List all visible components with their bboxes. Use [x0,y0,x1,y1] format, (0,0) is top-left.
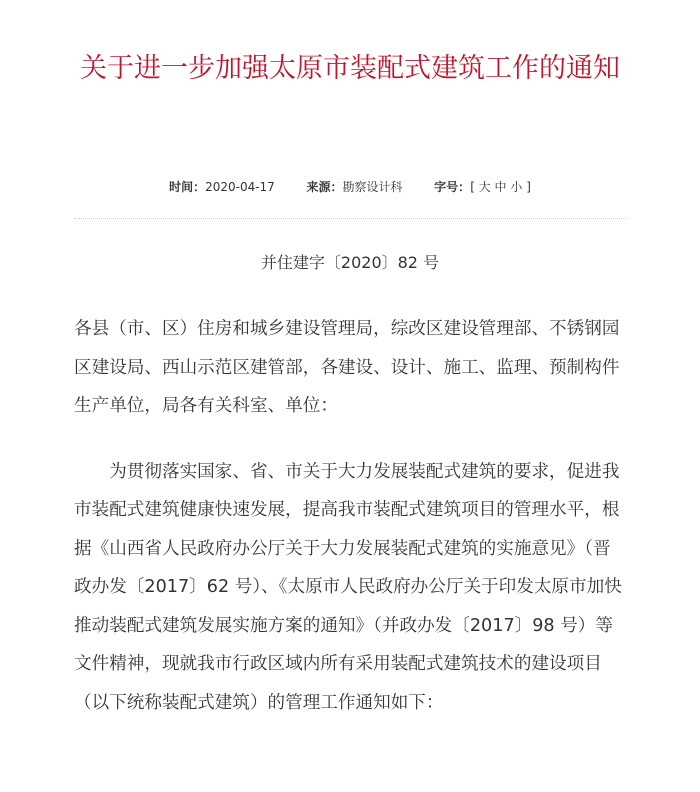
addressee-paragraph: 各县（市、区）住房和城乡建设管理局，综改区建设管理部、不锈钢园区建设局、西山示范区建管部，各建设、设计、施工、监理、预制构件生产单位，局各有关科室、单位： [74,319,620,416]
body-paragraph: 为贯彻落实国家、省、市关于大力发展装配式建筑的要求，促进我市装配式建筑健康快速发展，提高我市装配式建筑项目的管理水平，根据《山西省人民政府办公厅关于大力发展装配式建筑的实施意见》（晋政办发〔2017〕62 号）、《太原市人民政府办公厅关于印发太原市加快推动装配式建筑发展实施方案的通知》（并政办发〔2017〕98 号）等文件精神，现就我市行政区域内所有采用装配式建筑技术的建设项目（以下统称装配式建筑）的管理工作通知如下： [74,461,622,713]
font-size-large-link[interactable]: 大 [478,180,491,194]
article-title: 关于进一步加强太原市装配式建筑工作的通知 [80,53,620,84]
article-body [74,310,626,722]
font-size-selector [470,180,531,194]
font-size-small-link[interactable]: 小 [510,180,523,194]
bracket-open: [ [470,180,475,194]
source-label: 来源： [306,180,343,194]
publish-date: 2020-04-17 [205,180,275,194]
document-number: 并住建字〔2020〕82 号 [260,253,440,272]
meta-divider [74,218,626,219]
date-label: 时间： [169,180,206,194]
source-value: 勘察设计科 [342,180,403,194]
article-meta [0,178,700,195]
bracket-close: ] [526,180,531,194]
font-size-medium-link[interactable]: 中 [494,180,507,194]
font-size-label: 字号： [434,180,471,194]
